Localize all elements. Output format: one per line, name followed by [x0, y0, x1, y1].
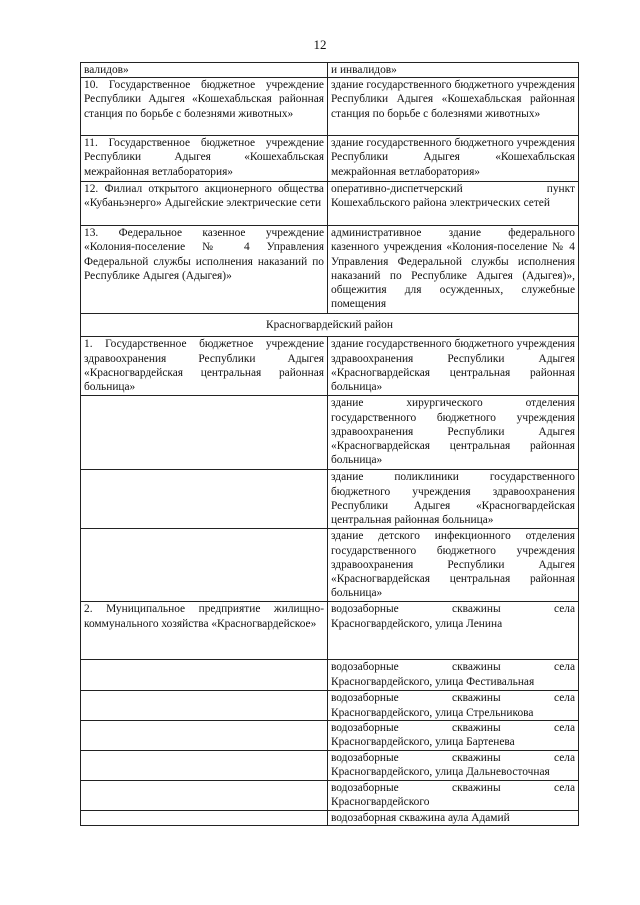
organization-cell	[81, 720, 328, 750]
organization-cell	[81, 810, 328, 825]
table-row	[81, 602, 579, 660]
organization-cell	[81, 691, 328, 720]
organization-cell: 13. Федеральное казенное учреждение «Колония-поселение № 4 Управления Федеральной службы исполнения наказаний по Республике Адыгея (Адыгея)»	[81, 226, 328, 314]
facility-cell: водозаборная скважина аула Адамий	[328, 810, 579, 825]
organization-cell	[81, 780, 328, 810]
facility-cell: водозаборные скважины села Красногвардейского, улица Стрельникова	[328, 691, 579, 720]
table-row	[81, 780, 579, 810]
page-number: 12	[313, 37, 327, 52]
facility-cell: здание государственного бюджетного учреждения Республики Адыгея «Кошехабльская межрайонная ветлаборатория»	[328, 136, 579, 182]
facility-cell: водозаборные скважины села Красногвардейского, улица Дальневосточная	[328, 750, 579, 780]
table-row	[81, 226, 579, 314]
facility-cell: здание поликлиники государственного бюджетного учреждения здравоохранения Республики Адыгея «Красногвардейская центральная районная больница»	[328, 470, 579, 529]
section-title: Красногвардейский район	[81, 314, 579, 337]
section-row	[81, 314, 579, 337]
organization-cell	[81, 470, 328, 529]
objects-table	[80, 62, 579, 826]
table-row	[81, 337, 579, 396]
table-row	[81, 78, 579, 136]
organization-cell: 11. Государственное бюджетное учреждение Республики Адыгея «Кошехабльская межрайонная ветлаборатория»	[81, 136, 328, 182]
facility-cell: здание детского инфекционного отделения государственного бюджетного учреждения здравоохранения Республики Адыгея «Красногвардейская центральная районная больница»	[328, 529, 579, 602]
facility-cell: и инвалидов»	[328, 63, 579, 78]
organization-cell: валидов»	[81, 63, 328, 78]
facility-cell: административное здание федерального казенного учреждения «Колония-поселение № 4 Управления Федеральной службы исполнения наказаний по Республике Адыгея (Адыгея)», общежития для осужденных, служебные помещения	[328, 226, 579, 314]
table-row	[81, 691, 579, 720]
table-row	[81, 810, 579, 825]
organization-cell	[81, 660, 328, 691]
table-row	[81, 136, 579, 182]
table-row	[81, 660, 579, 691]
facility-cell: водозаборные скважины села Красногвардейского, улица Ленина	[328, 602, 579, 660]
organization-cell: 12. Филиал открытого акционерного общества «Кубаньэнерго» Адыгейские электрические сети	[81, 182, 328, 226]
table-row	[81, 750, 579, 780]
facility-cell: водозаборные скважины села Красногвардейского, улица Фестивальная	[328, 660, 579, 691]
facility-cell: здание государственного бюджетного учреждения здравоохранения Республики Адыгея «Красногвардейская центральная районная больница»	[328, 337, 579, 396]
organization-cell	[81, 396, 328, 470]
organization-cell: 1. Государственное бюджетное учреждение здравоохранения Республики Адыгея «Красногвардейская центральная районная больница»	[81, 337, 328, 396]
table-row	[81, 63, 579, 78]
facility-cell: здание хирургического отделения государственного бюджетного учреждения здравоохранения Республики Адыгея «Красногвардейская центральная районная больница»	[328, 396, 579, 470]
facility-cell: здание государственного бюджетного учреждения Республики Адыгея «Кошехабльская районная станция по борьбе с болезнями животных»	[328, 78, 579, 136]
table-row	[81, 182, 579, 226]
facility-cell: водозаборные скважины села Красногвардейского	[328, 780, 579, 810]
table-row	[81, 529, 579, 602]
table-row	[81, 470, 579, 529]
table-row	[81, 720, 579, 750]
facility-cell: оперативно-диспетчерский пункт Кошехабльского района электрических сетей	[328, 182, 579, 226]
organization-cell: 2. Муниципальное предприятие жилищно-коммунального хозяйства «Красногвардейское»	[81, 602, 328, 660]
organization-cell	[81, 750, 328, 780]
organization-cell: 10. Государственное бюджетное учреждение Республики Адыгея «Кошехабльская районная станция по борьбе с болезнями животных»	[81, 78, 328, 136]
facility-cell: водозаборные скважины села Красногвардейского, улица Бартенева	[328, 720, 579, 750]
table-row	[81, 396, 579, 470]
organization-cell	[81, 529, 328, 602]
